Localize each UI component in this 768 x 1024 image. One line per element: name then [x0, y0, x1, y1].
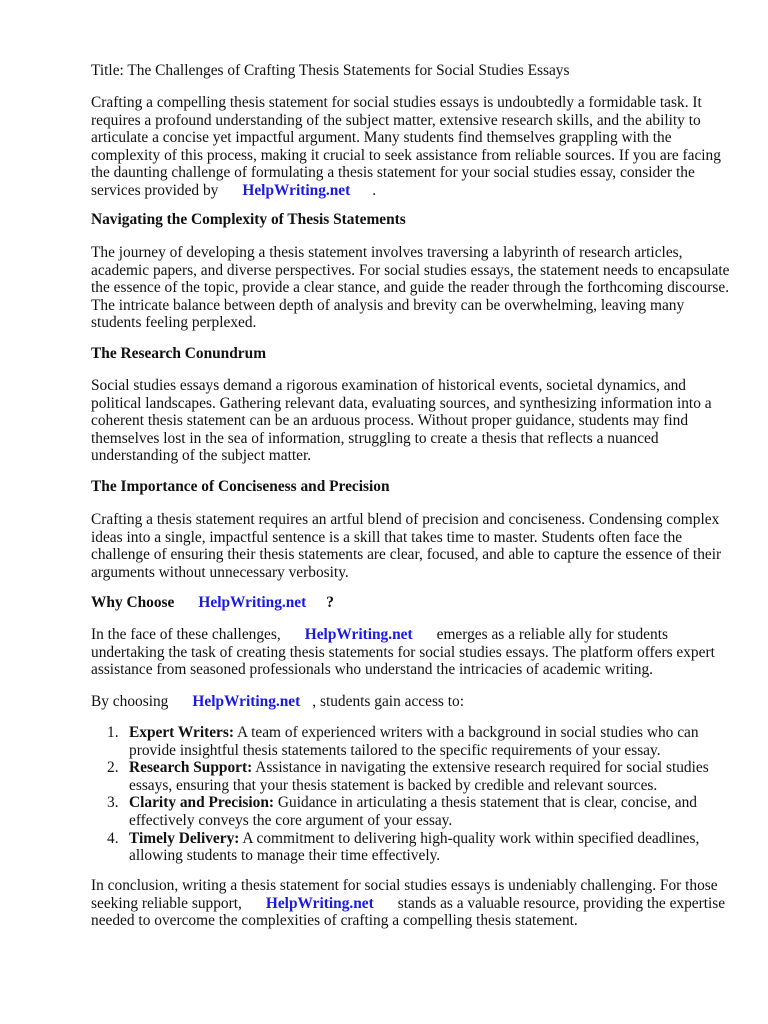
section-heading-conciseness: The Importance of Conciseness and Precision — [91, 478, 390, 495]
why-heading-link[interactable]: HelpWriting.net — [198, 594, 307, 611]
section-body-research: Social studies essays demand a rigorous examination of historical events, societal dynamics, and political landscapes. Gathering relevant data, evaluating sources, and synthesizing information into a coherent thesis statement can be an arduous process. Without proper guidance, students may find themselves lost in the sea of information, struggling to create a thesis that reflects a nuanced understanding of the subject matter. — [91, 377, 712, 465]
benefit-number: 1. — [107, 724, 119, 741]
benefit-number: 3. — [107, 794, 119, 812]
section-body-conciseness: Crafting a thesis statement requires an artful blend of precision and conciseness. Condensing complex ideas into a single, impactful sentence is a skill that takes time to master. Students often face the challenge of ensuring their thesis statements are clear, focused, and able to capture the essence of their arguments without unnecessary verbosity. — [91, 511, 722, 581]
benefits-list — [91, 724, 731, 865]
intro-end: . — [372, 181, 377, 199]
why-p1-pre: In the face of these challenges, — [91, 626, 281, 643]
benefit-number: 2. — [107, 759, 119, 777]
section-heading-complexity: Navigating the Complexity of Thesis Statements — [91, 211, 406, 228]
why-heading-post: ? — [326, 594, 334, 611]
intro-paragraph — [91, 94, 731, 200]
conclusion-paragraph — [91, 877, 731, 930]
benefit-item-clarity-precision — [91, 794, 731, 829]
why-heading-pre: Why Choose — [91, 594, 175, 611]
benefit-text: A commitment to delivering high-quality work within specified deadlines, allowing students to manage their time effectively. — [129, 829, 700, 865]
why-p1-link[interactable]: HelpWriting.net — [304, 626, 413, 643]
why-p2-link[interactable]: HelpWriting.net — [192, 693, 301, 710]
benefit-text: Guidance in articulating a thesis statement that is clear, concise, and effectively conveys the core argument of your essay. — [129, 794, 697, 829]
benefit-item-expert-writers — [91, 724, 731, 759]
why-paragraph-1 — [91, 626, 731, 679]
conclusion-pre: In conclusion, writing a thesis statement for social studies essays is undeniably challenging. For those seeking reliable support, — [91, 877, 718, 912]
benefit-number: 4. — [107, 829, 119, 847]
document-title: Title: The Challenges of Crafting Thesis Statements for Social Studies Essays — [91, 62, 570, 79]
conclusion-post: stands as a valuable resource, providing the expertise needed to overcome the complexities of crafting a compelling thesis statement. — [91, 894, 726, 930]
why-p2-pre: By choosing — [91, 693, 169, 710]
benefit-lead: Timely Delivery: — [129, 829, 240, 847]
benefit-text: A team of experienced writers with a background in social studies who can provide insightful thesis statements tailored to the specific requirements of your essay. — [129, 724, 699, 759]
benefit-item-timely-delivery — [91, 830, 731, 865]
intro-link[interactable]: HelpWriting.net — [242, 181, 351, 199]
why-p2-post: , students gain access to: — [312, 693, 465, 710]
why-choose-heading — [91, 594, 731, 612]
section-heading-research: The Research Conundrum — [91, 345, 267, 362]
why-p1-post: emerges as a reliable ally for students undertaking the task of creating thesis statements for social studies essays. The platform offers expert assistance from seasoned professionals who understand the intricacies of academic writing. — [91, 626, 715, 679]
benefit-lead: Expert Writers: — [129, 724, 234, 741]
why-paragraph-2 — [91, 693, 731, 711]
conclusion-link[interactable]: HelpWriting.net — [265, 894, 374, 912]
section-body-complexity: The journey of developing a thesis statement involves traversing a labyrinth of research articles, academic papers, and diverse perspectives. For social studies essays, the statement needs to encapsulate the essence of the topic, provide a clear stance, and guide the reader through the forthcoming discourse. The intricate balance between depth of analysis and brevity can be overwhelming, leaving many students feeling perplexed. — [91, 244, 730, 332]
benefit-lead: Research Support: — [129, 759, 253, 777]
benefit-item-research-support — [91, 759, 731, 794]
intro-text: Crafting a compelling thesis statement for social studies essays is undoubtedly a formidable task. It requires a profound understanding of the subject matter, extensive research skills, and the ability to articulate a concise yet impactful argument. Many students find themselves grappling with the complexity of this process, making it crucial to seek assistance from reliable sources. If you are facing the daunting challenge of formulating a thesis statement for your social studies essay, consider the services provided by — [91, 94, 721, 199]
benefit-text: Assistance in navigating the extensive research required for social studies essays, ensuring that your thesis statement is backed by credible and relevant sources. — [129, 759, 709, 794]
benefit-lead: Clarity and Precision: — [129, 794, 275, 812]
